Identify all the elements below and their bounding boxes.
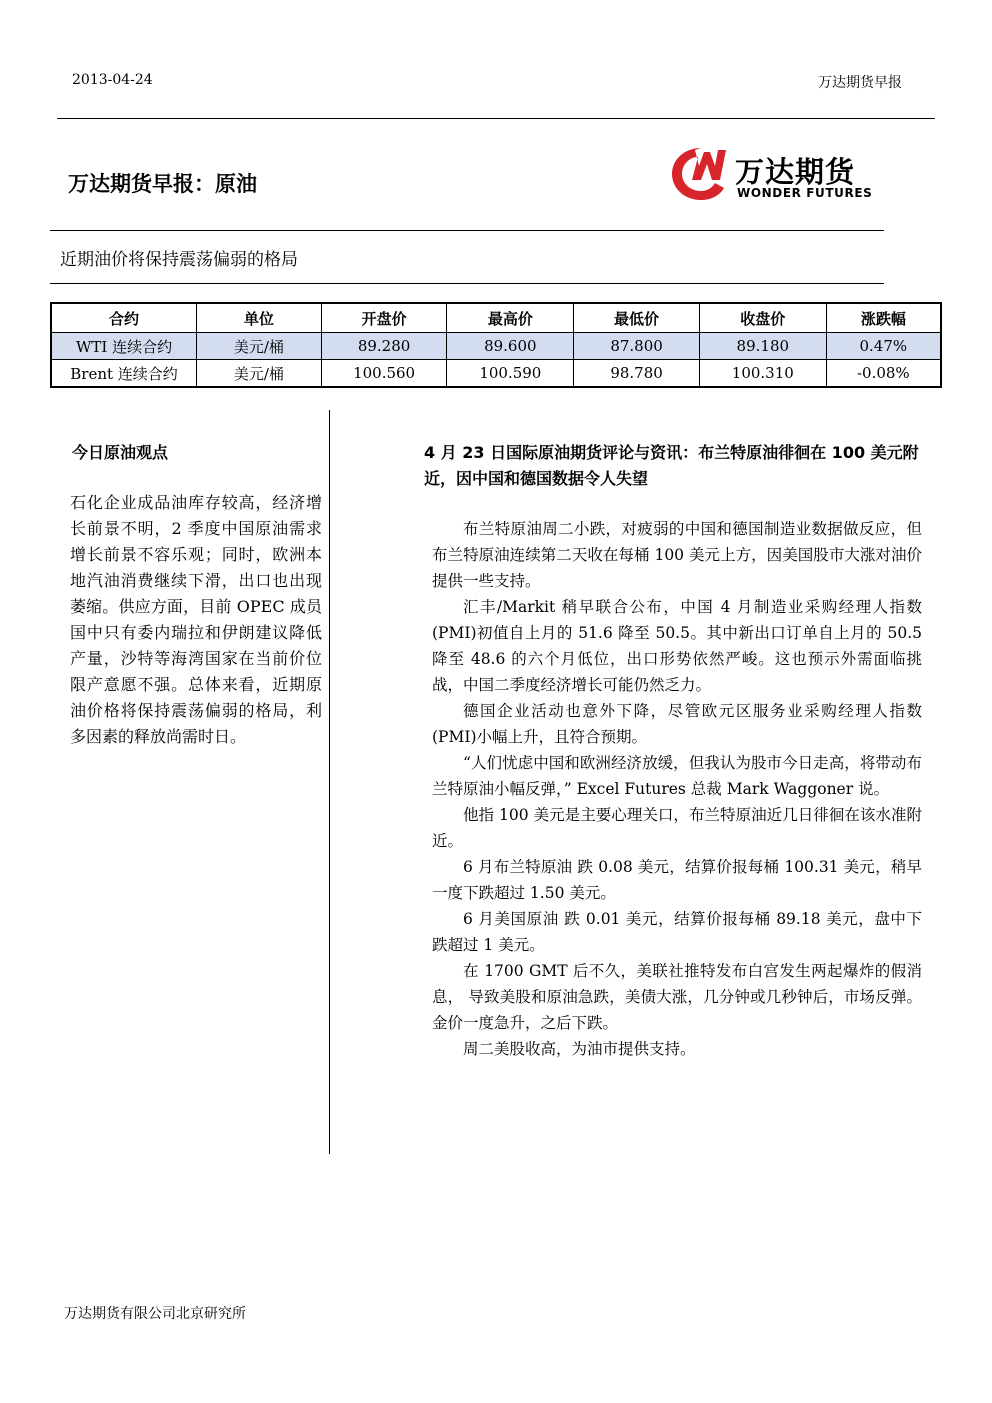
header-date: 2013-04-24 — [72, 72, 153, 88]
table-cell: 100.310 — [699, 360, 826, 388]
col-header-low: 最低价 — [574, 303, 700, 333]
column-divider — [329, 410, 330, 1154]
header-brand: 万达期货早报 — [818, 75, 902, 91]
news-paragraph: 德国企业活动也意外下降，尽管欧元区服务业采购经理人指数(PMI)小幅上升，且符合预期。 — [432, 702, 922, 746]
col-header-high: 最高价 — [447, 303, 574, 333]
news-paragraph: 汇丰/Markit 稍早联合公布，中国 4 月制造业采购经理人指数(PMI)初值自上月的 51.6 降至 50.5。其中新出口订单自上月的 50.5 降至 48.6 的六个月低位，出口形势依然严峻。这也预示外需面临挑战，中国二季度经济增长可能仍然乏力。 — [432, 598, 922, 694]
subtitle-bottom-rule — [50, 283, 884, 284]
table-cell: 98.780 — [574, 360, 700, 388]
logo-chinese-text: 万达期货 — [735, 155, 856, 189]
report-subtitle: 近期油价将保持震荡偏弱的格局 — [60, 250, 298, 270]
news-paragraph: “人们忧虑中国和欧洲经济放缓，但我认为股市今日走高，将带动布兰特原油小幅反弹，” Excel Futures 总裁 Mark Waggoner 说。 — [432, 754, 922, 798]
news-paragraph: 布兰特原油周二小跌，对疲弱的中国和德国制造业数据做反应，但布兰特原油连续第二天收在每桶 100 美元上方，因美国股市大涨对油价提供一些支持。 — [432, 520, 922, 590]
header-rule — [57, 118, 935, 119]
table-cell: 美元/桶 — [197, 333, 322, 360]
col-header-contract: 合约 — [51, 303, 197, 333]
col-header-unit: 单位 — [197, 303, 322, 333]
col-header-change: 涨跌幅 — [826, 303, 941, 333]
news-paragraph: 在 1700 GMT 后不久，美联社推特发布白宫发生两起爆炸的假消息， 导致美股和原油急跌，美债大涨，几分钟或几秒钟后，市场反弹。金价一度急升，之后下跌。 — [432, 962, 922, 1032]
logo-mark-icon — [672, 148, 726, 200]
footer-text: 万达期货有限公司北京研究所 — [64, 1306, 246, 1322]
table-cell: 89.600 — [447, 333, 574, 360]
table-cell: 0.47% — [826, 333, 941, 360]
col-header-close: 收盘价 — [699, 303, 826, 333]
table-cell: 89.180 — [699, 333, 826, 360]
table-cell: 89.280 — [321, 333, 447, 360]
logo-english-text: WONDER FUTURES — [737, 186, 873, 200]
price-table — [50, 302, 942, 388]
news-paragraph: 他指 100 美元是主要心理关口，布兰特原油近几日徘徊在该水准附近。 — [432, 806, 922, 850]
table-cell: 100.560 — [321, 360, 447, 388]
subtitle-top-rule — [50, 230, 884, 231]
table-cell: 100.590 — [447, 360, 574, 388]
table-cell: WTI 连续合约 — [51, 333, 197, 360]
table-cell: 87.800 — [574, 333, 700, 360]
table-header-row — [51, 303, 941, 333]
table-cell: 美元/桶 — [197, 360, 322, 388]
news-paragraph: 6 月布兰特原油 跌 0.08 美元，结算价报每桶 100.31 美元，稍早一度下跌超过 1.50 美元。 — [432, 858, 922, 902]
news-paragraph: 周二美股收高，为油市提供支持。 — [463, 1040, 696, 1058]
table-cell: Brent 连续合约 — [51, 360, 197, 388]
report-title: 万达期货早报：原油 — [68, 172, 257, 196]
news-heading: 4 月 23 日国际原油期货评论与资讯：布兰特原油徘徊在 100 美元附近，因中国和德国数据令人失望 — [424, 443, 919, 488]
table-row — [51, 333, 941, 360]
news-body — [432, 516, 922, 1062]
table-cell: -0.08% — [826, 360, 941, 388]
view-body: 石化企业成品油库存较高，经济增长前景不明，2 季度中国原油需求增长前景不容乐观；同时，欧洲本地汽油消费继续下滑，出口也出现萎缩。供应方面，目前 OPEC 成员国中只有委内瑞拉和伊朗建议降低产量，沙特等海湾国家在当前价位限产意愿不强。总体来看，近期原油价格将保持震荡偏弱的格局，利多因素的释放尚需时日。 — [70, 493, 322, 746]
news-paragraph: 6 月美国原油 跌 0.01 美元，结算价报每桶 89.18 美元，盘中下跌超过 1 美元。 — [432, 910, 922, 954]
view-heading: 今日原油观点 — [72, 443, 169, 462]
table-row — [51, 360, 941, 388]
col-header-open: 开盘价 — [321, 303, 447, 333]
